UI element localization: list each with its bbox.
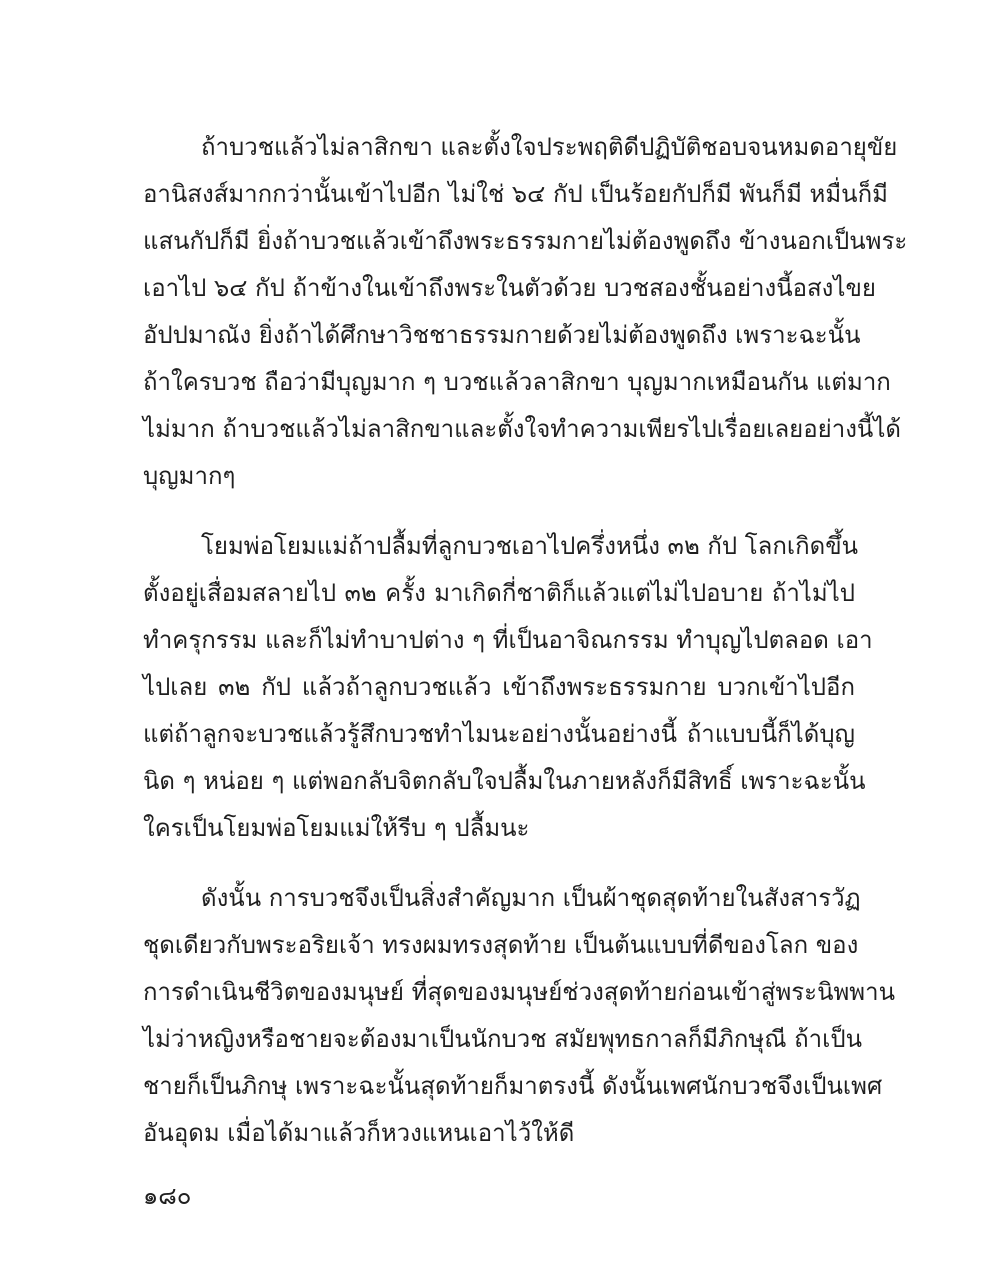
text-line: ชุดเดียวกับพระอริยเจ้า ทรงผมทรงสุดท้าย เป็นต้นแบบที่ดีของโลก ของ [143, 931, 859, 959]
text-line: เอาไป ๖๔ กัป ถ้าข้างในเข้าถึงพระในตัวด้วย บวชสองชั้นอย่างนี้อสงไขย [143, 274, 876, 302]
text-line: ถ้าบวชแล้วไม่ลาสิกขา และตั้งใจประพฤติดีปฏิบัติชอบจนหมดอายุขัย [201, 133, 898, 161]
text-line: นิด ๆ หน่อย ๆ แต่พอกลับจิตกลับใจปลื้มในภายหลังก็มีสิทธิ์ เพราะฉะนั้น [143, 767, 866, 795]
text-line: แสนกัปก็มี ยิ่งถ้าบวชแล้วเข้าถึงพระธรรมกายไม่ต้องพูดถึง ข้างนอกเป็นพระ [143, 227, 908, 255]
text-line: ชายก็เป็นภิกษุ เพราะฉะนั้นสุดท้ายก็มาตรงนี้ ดังนั้นเพศนักบวชจึงเป็นเพศ [143, 1072, 883, 1100]
text-line: อันอุดม เมื่อได้มาแล้วก็หวงแหนเอาไว้ให้ดี [143, 1119, 575, 1147]
text-line: อัปปมาณัง ยิ่งถ้าได้ศึกษาวิชชาธรรมกายด้วยไม่ต้องพูดถึง เพราะฉะนั้น [143, 321, 861, 349]
text-line: ตั้งอยู่เสื่อมสลายไป ๓๒ ครั้ง มาเกิดกี่ชาติก็แล้วแต่ไม่ไปอบาย ถ้าไม่ไป [143, 579, 855, 607]
text-line: การดำเนินชีวิตของมนุษย์ ที่สุดของมนุษย์ช่วงสุดท้ายก่อนเข้าสู่พระนิพพาน [143, 978, 896, 1006]
body-text [143, 124, 908, 1157]
text-line: ถ้าใครบวช ถือว่ามีบุญมาก ๆ บวชแล้วลาสิกขา บุญมากเหมือนกัน แต่มาก [143, 368, 891, 396]
text-line: โยมพ่อโยมแม่ถ้าปลื้มที่ลูกบวชเอาไปครึ่งหนึ่ง ๓๒ กัป โลกเกิดขึ้น [201, 532, 859, 560]
page-number: ๑๘๐ [143, 1182, 192, 1210]
text-line: อานิสงส์มากกว่านั้นเข้าไปอีก ไม่ใช่ ๖๔ กัป เป็นร้อยกัปก็มี พันก็มี หมื่นก็มี [143, 180, 888, 208]
text-line: แต่ถ้าลูกจะบวชแล้วรู้สึกบวชทำไมนะอย่างนั้นอย่างนี้ ถ้าแบบนี้ก็ได้บุญ [143, 720, 855, 748]
text-line: ไม่มาก ถ้าบวชแล้วไม่ลาสิกขาและตั้งใจทำความเพียรไปเรื่อยเลยอย่างนี้ได้ [143, 415, 901, 443]
text-line: ดังนั้น การบวชจึงเป็นสิ่งสำคัญมาก เป็นผ้าชุดสุดท้ายในสังสารวัฏ [201, 884, 861, 912]
paragraph-2 [143, 523, 873, 852]
text-line: ทำครุกรรม และก็ไม่ทำบาปต่าง ๆ ที่เป็นอาจิณกรรม ทำบุญไปตลอด เอา [143, 626, 873, 654]
text-line: ไปเลย ๓๒ กัป แล้วถ้าลูกบวชแล้ว เข้าถึงพระธรรมกาย บวกเข้าไปอีก [143, 673, 855, 701]
paragraph-3 [143, 875, 896, 1157]
text-line: บุญมากๆ [143, 462, 236, 490]
text-line: ใครเป็นโยมพ่อโยมแม่ให้รีบ ๆ ปลื้มนะ [143, 814, 530, 842]
paragraph-1 [143, 124, 908, 500]
text-line: ไม่ว่าหญิงหรือชายจะต้องมาเป็นนักบวช สมัยพุทธกาลก็มีภิกษุณี ถ้าเป็น [143, 1025, 862, 1053]
